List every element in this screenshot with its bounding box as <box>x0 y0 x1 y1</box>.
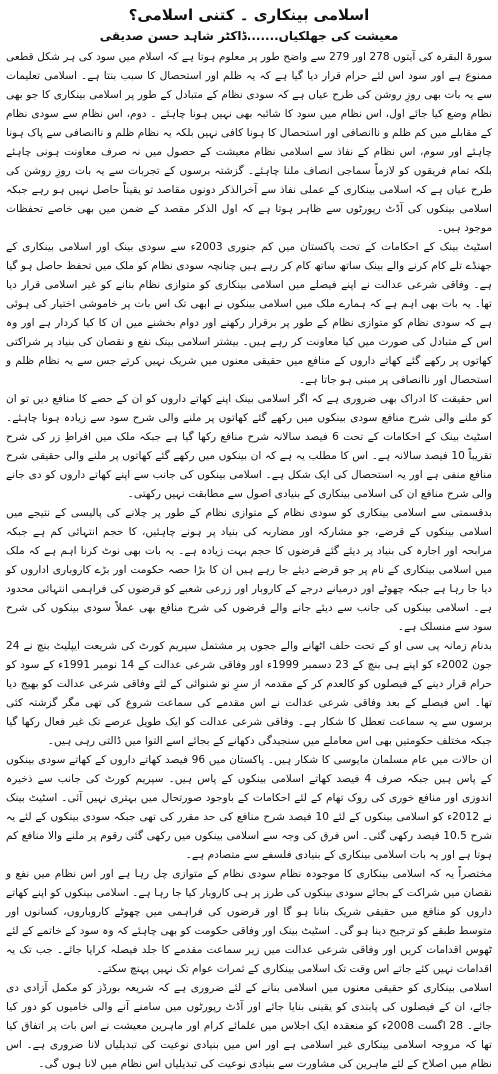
article-paragraph: سورۃ البقرہ کی آیتوں 278 اور 279 سے واضح طور پر معلوم ہوتا ہے کہ اسلام میں سود کی ہر شکل قطعی ممنوع ہے اور سود اس لئے حرام قرار دیا گیا ہے کہ یہ ظلم اور استحصال کا سبب بنتا ہے۔ اسلامی تعلیمات سے یہ بات بھی روزِ روشن کی طرح عیاں ہے کہ سودی نظام کے متبادل کے طور پر اسلامی بینکاری کا جو بھی نظام وضع کیا جائے اول، اس نظام میں سود کا شائبہ بھی نہیں ہونا چاہئے ۔ دوم، اس نظام سے سودی نظام کے مقابلے میں کم ظلم و ناانصافی اور استحصال کا ہونا کافی نہیں بلکہ یہ نظام ظلم و ناانصافی سے پاک ہونا چاہئے اور سوم، اس نظام کے نفاذ سے اسلامی نظام معیشت کے حصول میں نہ صرف معاونت ہونی چاہئے بلکہ تمام فریقوں کو لازماً سماجی انصاف ملنا چاہئے۔ گزشتہ برسوں کے تجربات سے یہ بات روزِ روشن کی طرح عیاں ہے کہ اسلامی بینکاری کے عملی نفاذ سے آخرالذکر دونوں مقاصد تو یقیناً حاصل نہیں ہو رہے جبکہ اسلامی بینکوں کی آڈٹ رپورٹوں سے ظاہر ہوتا ہے کہ اول الذکر مقصد کے ضمن میں بھی خاصے تحفظات موجود ہیں۔ <box>6 51 492 234</box>
article-paragraph: بدنام زمانہ پی سی او کے تحت حلف اٹھانے والے ججوں پر مشتمل سپریم کورٹ کی شریعت ایپلیٹ بنچ نے 24 جون 2002ء کو اپنے ہی بنچ کے 23 دسمبر 1999ء اور وفاقی شرعی عدالت کے 14 نومبر 1991ء کے سود کو حرام قرار دینے کے فیصلوں کو کالعدم کر کے مقدمہ از سرِ نو شنوائی کے لئے وفاقی شرعی عدالت کو بھیج دیا تھا۔ اس فیصلے کے بعد وفاقی شرعی عدالت نے اس مقدمے کی سماعت شروع کی تھی مگر گزشتہ کئی برسوں سے یہ سماعت تعطل کا شکار ہے۔ وفاقی شرعی عدالت کو ایک طویل عرصے تک غیر فعال رکھا گیا جبکہ مختلف حکومتیں بھی اس معاملے میں سنجیدگی دکھانے کے بجائے اسے التوا میں ڈالتی رہی ہیں۔ <box>6 640 492 747</box>
article-paragraph: اسلامی بینکاری کو حقیقی معنوں میں اسلامی بنانے کے لئے ضروری ہے کہ شریعہ بورڈز کو مکمل آزادی دی جائے، ان کے فیصلوں کی پابندی کو یقینی بنایا جائے اور آڈٹ رپورٹوں میں سامنے آنے والی خامیوں کو دور کیا جائے۔ 28 اگست 2008ء کو منعقدہ ایک اجلاس میں علمائے کرام اور ماہرین معیشت نے اس بات پر اتفاق کیا تھا کہ مروجہ اسلامی بینکاری غیر اسلامی ہے اور اس میں بنیادی نوعیت کی تبدیلیاں لانا ضروری ہے۔ اس نظام میں اصلاح کے لئے ماہرین کی مشاورت سے بنیادی نوعیت کی تبدیلیاں اس نظام میں لانا ہوں گی۔ <box>6 982 492 1070</box>
article-paragraph: اسٹیٹ بینک کے احکامات کے تحت پاکستان میں کم جنوری 2003ء سے سودی بینک اور اسلامی بینکاری کے جھنڈے تلے کام کرنے والے بینک ساتھ ساتھ کام کر رہے ہیں چنانچہ سودی نظام کو ملک میں تحفظ حاصل ہو گیا ہے۔ وفاقی شرعی عدالت نے اپنے فیصلے میں اسلامی بینکاری کو متوازی نظام بنانے کو غیر اسلامی قرار دیا تھا۔ یہ بات بھی اہم ہے کہ ہمارے ملک میں اسلامی بینکوں نے ابھی تک اس بات پر خاموشی اختیار کی ہوئی ہے کہ سودی نظام کو متوازی نظام کے طور پر برقرار رکھنے اور دوام بخشنے میں ان کا کیا کردار ہے اور وہ اس کے متبادل کی صورت میں کیا معاونت کر رہے ہیں۔ بیشتر اسلامی بینک نفع و نقصان کی بنیاد پر شراکتی کھاتوں پر رکھے گئے کھاتے داروں کے منافع میں حقیقی معنوں میں شریک نہیں کرتے جس سے یہ نظام ظلم و استحصال اور ناانصافی پر مبنی ہو جاتا ہے۔ <box>6 241 493 386</box>
article-paragraph: اس حقیقت کا ادراک بھی ضروری ہے کہ اگر اسلامی بینک اپنے کھاتے داروں کو ان کے حصے کا منافع دیں تو ان کو ملنے والی شرح منافع سودی بینکوں میں رکھے گئے کھاتوں پر ملنے والی شرح سود سے زیادہ ہونا چاہئے۔ اسٹیٹ بینک کے احکامات کے تحت 6 فیصد سالانہ شرح منافع رکھا گیا ہے جبکہ ملک میں افراطِ زر کی شرح تقریباً 10 فیصد سالانہ ہے۔ اس کا مطلب یہ ہے کہ ان بینکوں میں رکھے گئے کھاتوں پر ملنے والی حقیقی شرح منافع منفی ہے اور یہ استحصال کی ایک شکل ہے۔ اسلامی بینکوں کی جانب سے اپنے کھاتے داروں کو دی جانے والی شرح منافع ان کی اسلامی بینکاری کے بنیادی اصول سے مطابقت نہیں رکھتی۔ <box>6 393 492 500</box>
article-byline: معیشت کی جھلکیاں.......ڈاکٹر شاہد حسن صدیقی <box>99 29 399 43</box>
article-paragraph: مختصراً یہ کہ اسلامی بینکاری کا موجودہ نظام سودی نظام کے متوازی چل رہا ہے اور اس نظام میں نفع و نقصان میں شراکت کے بجائے سودی بینکوں کی طرز پر ہی کاروبار کیا جا رہا ہے۔ اسلامی بینکوں کو اپنے کھاتے داروں کو منافع میں حقیقی شریک بنانا ہو گا اور قرضوں کی فراہمی میں چھوٹے کاروباروں، کسانوں اور متوسط طبقے کو ترجیح دینا ہو گی۔ اسٹیٹ بینک اور وفاقی حکومت کو بھی چاہئے کہ وہ سود کے خاتمے کے لئے ٹھوس اقدامات کریں اور وفاقی شرعی عدالت میں زیر سماعت مقدمے کا جلد فیصلہ کرایا جائے۔ جب تک یہ اقدامات نہیں کئے جاتے اس وقت تک اسلامی بینکاری کے ثمرات عوام تک نہیں پہنچ سکتے۔ <box>6 868 492 975</box>
article-title: اسلامی بینکاری ۔ کتنی اسلامی؟ <box>128 6 370 24</box>
article-body <box>6 48 492 1074</box>
article-paragraph: ان حالات میں عام مسلمان مایوسی کا شکار ہیں۔ پاکستان میں 96 فیصد کھاتے داروں کے کھاتے سودی بینکوں کے پاس ہیں جبکہ صرف 4 فیصد کھاتے اسلامی بینکوں کے پاس ہیں۔ سپریم کورٹ کی جانب سے ذخیرہ اندوزی اور منافع خوری کی روک تھام کے لئے احکامات کے باوجود صورتحال میں بہتری نہیں آئی۔ اسٹیٹ بینک نے 2012ء کو اسلامی بینکوں کے لئے 10 فیصد شرح منافع کی حد مقرر کی تھی جبکہ سودی بینکوں کے لئے یہ شرح 10.5 فیصد رکھی گئی۔ اس فرق کی وجہ سے اسلامی بینکوں میں رکھی گئی رقوم پر ملنے والا منافع کم ہوتا ہے اور یہ بات اسلامی بینکاری کے بنیادی فلسفے سے متصادم ہے۔ <box>6 754 492 861</box>
article-paragraph: بدقسمتی سے اسلامی بینکاری کو سودی نظام کے متوازی نظام کے طور پر چلانے کی پالیسی کے نتیجے میں اسلامی بینکوں کے قرضے، جو مشارکہ اور مضاربہ کی بنیاد پر ہونے چاہئیں، کا حجم انتہائی کم ہے جبکہ مرابحہ اور اجارہ کی بنیاد پر دیئے گئے قرضوں کا حجم بہت زیادہ ہے۔ یہ بات بھی نوٹ کرنا اہم ہے کہ ملک میں اسلامی بینکاری کے نام پر جو قرضے دیئے جا رہے ہیں ان کا بڑا حصہ حکومت اور بڑے کاروباری اداروں کو دیا جا رہا ہے جبکہ چھوٹے اور درمیانے درجے کے کاروبار اور زرعی شعبے کو قرضوں کی فراہمی انتہائی محدود ہے۔ اسلامی بینکوں کی جانب سے دیئے جانے والے قرضوں کی شرح منافع بھی عملاً سودی بینکوں کی شرح سود سے منسلک ہے۔ <box>6 507 492 633</box>
